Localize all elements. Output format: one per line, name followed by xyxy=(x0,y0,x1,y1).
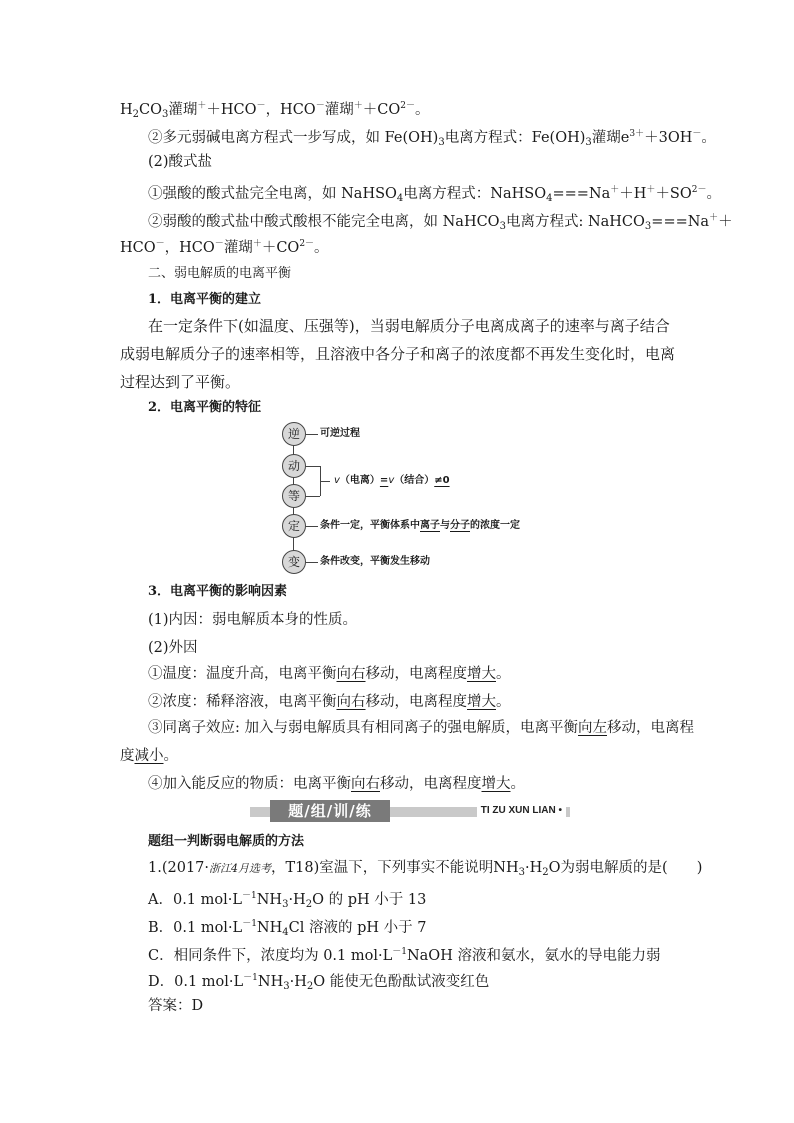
section-heading: 3．电离平衡的影响因素 xyxy=(148,584,288,599)
banner-english: TI ZU XUN LIAN • xyxy=(477,804,566,818)
section-heading: 2．电离平衡的特征 xyxy=(148,400,262,415)
section-heading: 二、弱电解质的电离平衡 xyxy=(148,266,292,281)
text-line: ④加入能反应的物质：电离平衡向右移动，电离程度增大。 xyxy=(148,776,525,792)
section-heading: 1．电离平衡的建立 xyxy=(148,292,262,307)
text-line: ②多元弱碱电离方程式一步写成，如 $Fe(OH)_3$电离方程式：$Fe(OH)_3$灌瑚$e^{3+}+3OH^-$。 xyxy=(148,129,716,148)
equilibrium-characteristics-diagram xyxy=(280,420,580,580)
circle-ding: 定 xyxy=(282,514,306,538)
option-c: C．相同条件下，浓度均为 0.1 $mol\cdot L^{-1}NaOH$ 溶液和氨水，氨水的导电能力弱 xyxy=(148,947,661,964)
text-line: HCO－，HCO－灌瑚$^++CO^{2-}$。 xyxy=(120,239,329,256)
text-line: $H_2CO_3$灌瑚＋＋HCO－，HCO－灌瑚$^++CO^{2-}$。 xyxy=(120,101,430,120)
circle-bian: 变 xyxy=(282,550,306,574)
text-line: ①温度：温度升高，电离平衡向右移动，电离程度增大。 xyxy=(148,666,511,682)
text-line: (1)内因：弱电解质本身的性质。 xyxy=(148,612,358,628)
text-line: ③同离子效应: 加入与弱电解质具有相同离子的强电解质，电离平衡向左移动，电离程 xyxy=(148,720,694,736)
label-reversible: 可逆过程 xyxy=(320,428,360,439)
circle-dong: 动 xyxy=(282,454,306,478)
text-line: ①强酸的酸式盐完全电离，如 NaHSO$_4$电离方程式：$NaHSO_4===Na^++H^++SO^{2-}$。 xyxy=(148,185,721,204)
option-d: D．0.1 $mol\cdot L^{-1}NH_3\cdot H_2O$ 能使无色酚酞试液变红色 xyxy=(148,973,490,992)
text-line: ②弱酸的酸式盐中酸式酸根不能完全电离，如 NaHCO$_3$电离方程式: NaHCO$_3$===Na＋＋ xyxy=(148,213,733,232)
option-b: B．0.1 $mol\cdot L^{-1}NH_4Cl$ 溶液的 pH 小于 7 xyxy=(148,919,427,938)
label-rate-equal: v（电离）=v（结合）≠0 xyxy=(334,475,450,486)
label-condition-change: 条件改变，平衡发生移动 xyxy=(320,556,430,567)
question-stem: 1.(2017·浙江4月选考，T18)室温下，下列事实不能说明$NH_3\cdot H_2O$为弱电解质的是( ) xyxy=(148,860,703,878)
circle-ni: 逆 xyxy=(282,422,306,446)
exercise-banner xyxy=(250,800,570,822)
circle-deng: 等 xyxy=(282,484,306,508)
paragraph: 在一定条件下(如温度、压强等)，当弱电解质分子电离成离子的速率与离子结合成弱电解质分子的速率相等，且溶液中各分子和离子的浓度都不再发生变化时，电离过程达到了平衡。 xyxy=(120,317,676,391)
subheading: (2)酸式盐 xyxy=(148,154,213,170)
option-a: A．0.1 $mol\cdot L^{-1}NH_3\cdot H_2O$ 的 pH 小于 13 xyxy=(148,891,427,910)
text-line: ②浓度：稀释溶液，电离平衡向右移动，电离程度增大。 xyxy=(148,694,511,710)
banner-label: 题/组/训/练 xyxy=(270,800,390,822)
text-line: (2)外因 xyxy=(148,640,198,656)
answer: 答案：D xyxy=(148,998,204,1014)
text-line: 度减小。 xyxy=(120,748,178,764)
exercise-group-title: 题组一判断弱电解质的方法 xyxy=(148,834,305,849)
label-concentration-constant: 条件一定，平衡体系中离子与分子的浓度一定 xyxy=(320,520,520,531)
